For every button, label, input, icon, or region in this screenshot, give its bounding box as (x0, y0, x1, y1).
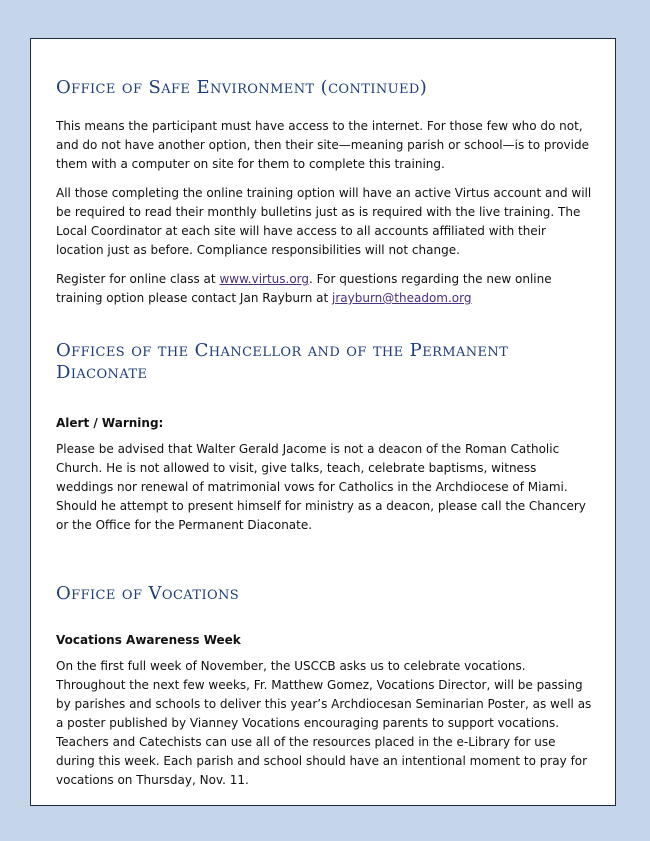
section-title-safe-environment: Office of Safe Environment (continued) (56, 77, 428, 98)
section-title-vocations: Office of Vocations (56, 583, 240, 604)
safe-env-paragraph-3 (56, 270, 596, 308)
contact-text: . For questions regarding the new online training option please contact Jan Rayburn at (56, 272, 552, 305)
email-link[interactable]: jrayburn@theadom.org (332, 291, 472, 305)
alert-subheading: Alert / Warning: (56, 416, 164, 430)
register-text: Register for online class at (56, 272, 220, 286)
section-title-chancellor: Offices of the Chancellor and of the Permanent Diaconate (56, 340, 509, 383)
vocations-subheading: Vocations Awareness Week (56, 633, 241, 647)
newsletter-page (30, 38, 616, 806)
page-frame (18, 20, 632, 822)
vocations-paragraph: On the first full week of November, the USCCB asks us to celebrate vocations. Throughout the next few weeks, Fr. Matthew Gomez, Vocations Director, will be passing by parishes and schools to deliver this year’s Archdiocesan Seminarian Poster, as well as a poster published by Vianney Vocations encouraging parents to support vocations. Teachers and Catechists can use all of the resources placed in the e-Library for use during this week. Each parish and school should have an intentional moment to pray for vocations on Thursday, Nov. 11. (56, 659, 592, 787)
page-content (56, 77, 596, 790)
safe-env-paragraph-1: This means the participant must have access to the internet. For those few who do not, and do not have another option, then their site—meaning parish or school—is to provide them with a computer on site for them to complete this training. (56, 119, 589, 171)
safe-env-paragraph-2: All those completing the online training option will have an active Virtus account and will be required to read their monthly bulletins just as is required with the live training. The Local Coordinator at each site will have access to all accounts affiliated with their location just as before. Compliance responsibilities will not change. (56, 186, 592, 257)
alert-paragraph: Please be advised that Walter Gerald Jacome is not a deacon of the Roman Catholic Church. He is not allowed to visit, give talks, teach, celebrate baptisms, witness weddings nor renewal of matrimonial vows for Catholics in the Archdiocese of Miami. Should he attempt to present himself for ministry as a deacon, please call the Chancery or the Office for the Permanent Diaconate. (56, 442, 586, 532)
virtus-link[interactable]: www.virtus.org (219, 272, 310, 286)
